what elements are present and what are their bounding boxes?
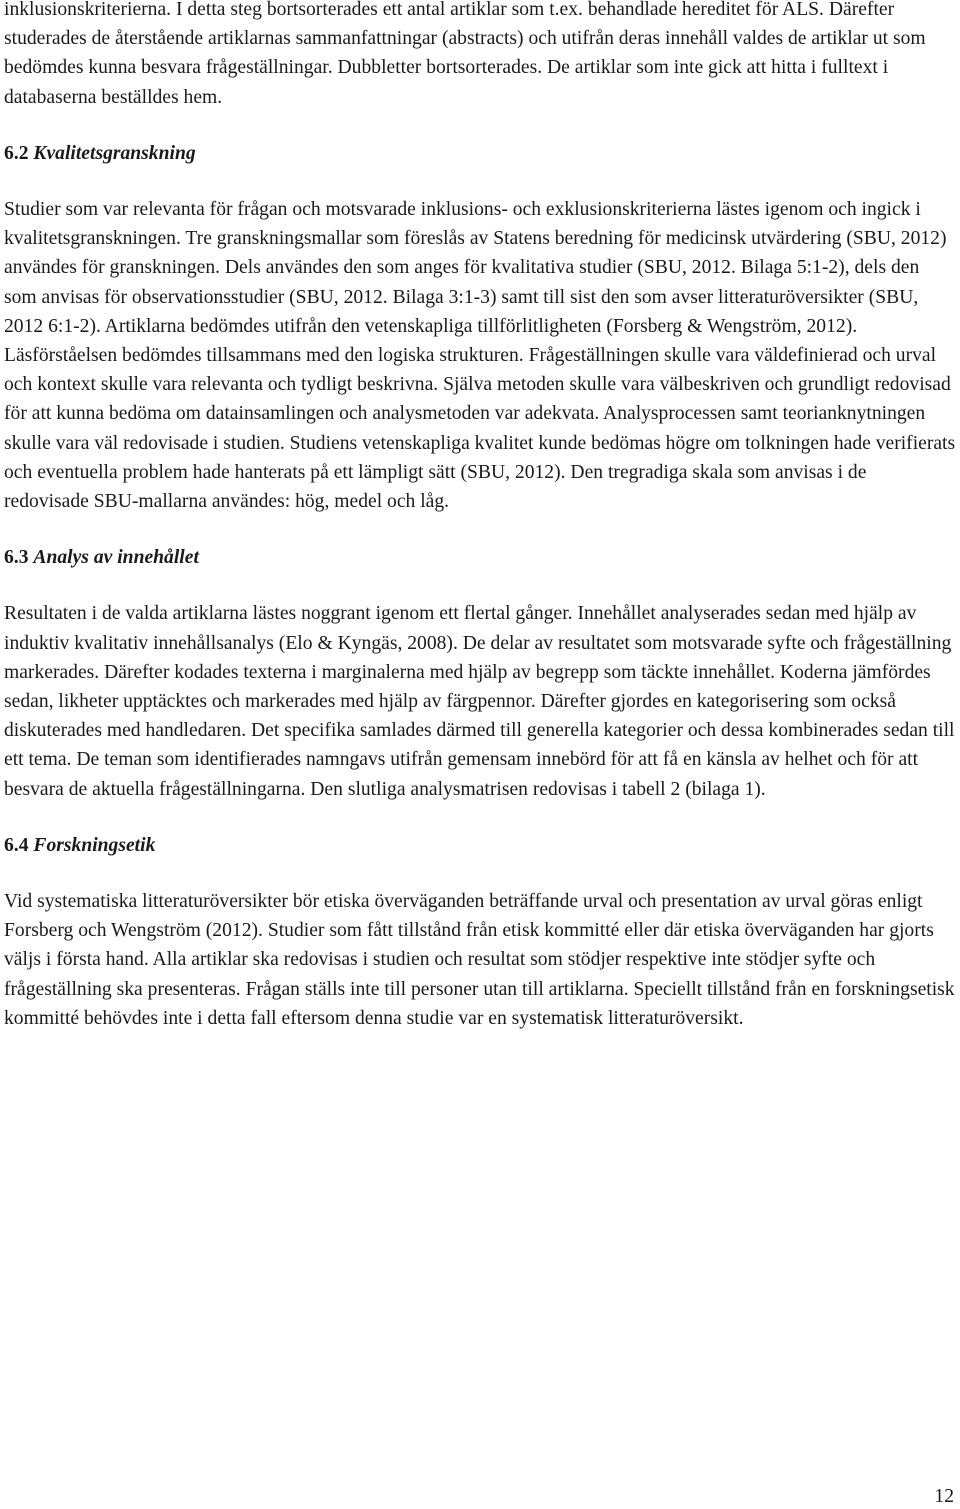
paragraph-research-ethics: Vid systematiska litteraturöversikter bör etiska överväganden beträffande urval och presentation av urval göras enligt Forsberg och Wengström (2012). Studier som fått tillstånd från etisk kommitté eller där etiska överväganden har gjorts väljs i första hand. Alla artiklar ska redovisas i studien och resultat som stödjer respektive inte stödjer syfte och frågeställning ska presenteras. Frågan ställs inte till personer utan till artiklarna. Speciellt tillstånd från en forskningsetisk kommitté behövdes inte i detta fall eftersom denna studie var en systematisk litteraturöversikt. <box>4 891 955 1029</box>
section-number: 6.4 <box>4 834 29 856</box>
section-heading-6-4 <box>4 831 956 860</box>
section-heading-6-2 <box>4 139 956 168</box>
paragraph-quality-review: Studier som var relevanta för frågan och motsvarade inklusions- och exklusionskriterierna lästes igenom och ingick i kvalitetsgranskningen. Tre granskningsmallar som föreslås av Statens beredning för medicinsk utvärdering (SBU, 2012) användes för granskningen. Dels användes den som anges för kvalitativa studier (SBU, 2012. Bilaga 5:1-2), dels den som anvisas för observationsstudier (SBU, 2012. Bilaga 3:1-3) samt till sist den som avser litteraturöversikter (SBU, 2012 6:1-2). Artiklarna bedömdes utifrån den vetenskapliga tillförlitligheten (Forsberg & Wengström, 2012). Läsförståelsen bedömdes tillsammans med den logiska strukturen. Frågeställningen skulle vara väldefinierad och urval och kontext skulle vara relevanta och tydligt beskrivna. Själva metoden skulle vara välbeskriven och grundligt redovisad för att kunna bedöma om datainsamlingen och analysmetoden var adekvata. Analysprocessen samt teorianknytningen skulle vara väl redovisade i studien. Studiens vetenskapliga kvalitet kunde bedömas högre om tolkningen hade verifierats och eventuella problem hade hanterats på ett lämpligt sätt (SBU, 2012). Den tregradiga skala som anvisas i de redovisade SBU-mallarna användes: hög, medel och låg. <box>4 199 956 513</box>
section-number: 6.3 <box>4 547 29 569</box>
section-title: Analys av innehållet <box>33 547 199 569</box>
section-heading-6-3 <box>4 543 956 572</box>
paragraph-content-analysis: Resultaten i de valda artiklarna lästes noggrant igenom ett flertal gånger. Innehållet analyserades sedan med hjälp av induktiv kvalitativ innehållsanalys (Elo & Kyngäs, 2008). De delar av resultatet som motsvarade syfte och frågeställning markerades. Därefter kodades texterna i marginalerna med hjälp av begrepp som täckte innehållet. Koderna jämfördes sedan, likheter upptäcktes och markerades med hjälp av färgpennor. Därefter gjordes en kategorisering som också diskuterades med handledaren. Det specifika samlades därmed till generella kategorier och dessa kombinerades sedan till ett tema. De teman som identifierades namngavs utifrån gemensam innebörd för att få en känsla av helhet och för att besvara de aktuella frågeställningarna. Den slutliga analysmatrisen redovisas i tabell 2 (bilaga 1). <box>4 603 955 800</box>
section-title: Kvalitetsgranskning <box>33 142 196 164</box>
page-number: 12 <box>934 1486 954 1507</box>
document-page <box>4 0 956 1033</box>
paragraph-intro-continued: inklusionskriterierna. I detta steg bortsorterades ett antal artiklar som t.ex. behandlade hereditet för ALS. Därefter studerades de återstående artiklarnas sammanfattningar (abstracts) och utifrån deras innehåll valdes de artiklar ut som bedömdes kunna besvara frågeställningar. Dubbletter bortsorterades. De artiklar som inte gick att hitta i fulltext i databaserna beställdes hem. <box>4 0 926 108</box>
section-title: Forskningsetik <box>33 834 156 856</box>
section-number: 6.2 <box>4 142 29 164</box>
